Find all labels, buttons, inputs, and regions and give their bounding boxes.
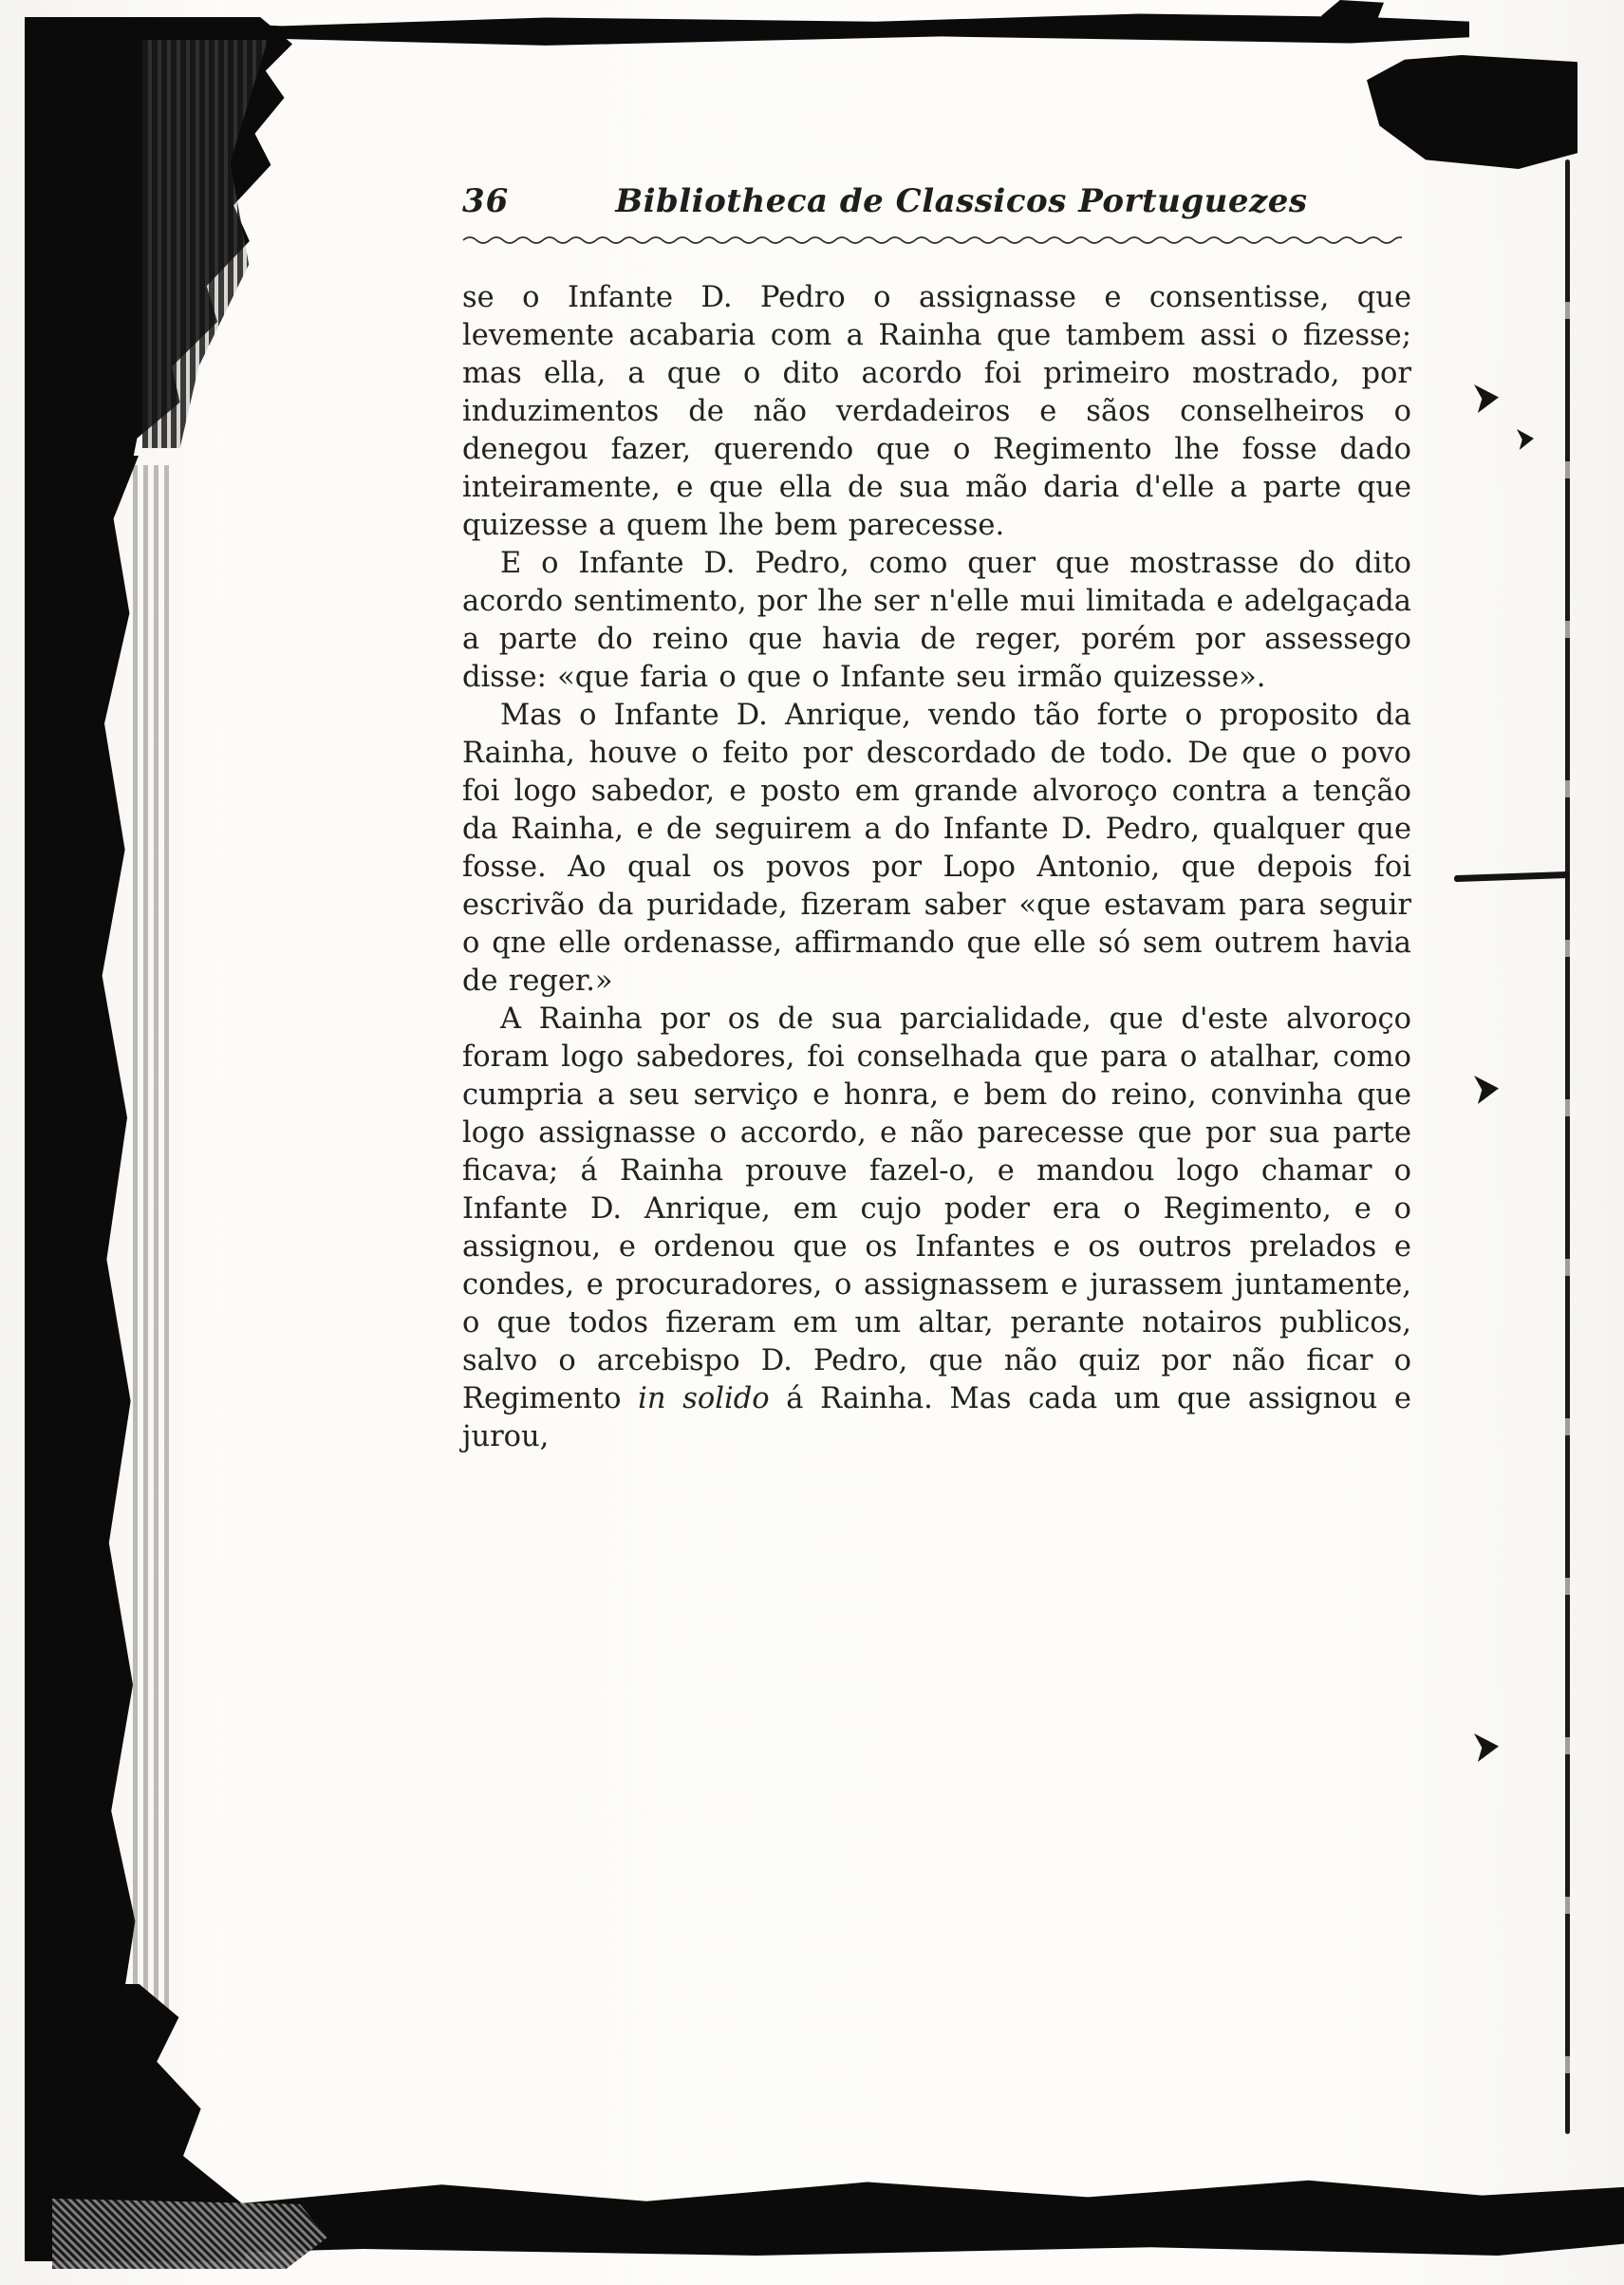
- running-title: Bibliotheca de Classicos Portuguezes: [615, 182, 1308, 220]
- paragraph: [462, 545, 1411, 697]
- paragraph-run: á Rainha. Mas cada um que assignou e jurou,: [462, 1382, 1411, 1453]
- scan-artifact-top-bar: [150, 12, 1469, 48]
- scan-artifact-left-band: [25, 456, 139, 2032]
- paragraph-run: A Rainha por os de sua parcialidade, que d'este alvoroço foram logo sabedores, foi conselhada que para o atalhar, como cumpria a seu serviço e honra, e bem do reino, convinha que logo assignasse o accordo, e não parecesse que por sua parte ficava; á Rainha prouve fazel-o, e mandou logo chamar o Infante D. Anrique, em cujo poder era o Regimento, e o assignou, e ordenou que os Infantes e os outros prelados e condes, e procuradores, o assignassem e jurassem juntamente, o que todos fizeram em um altar, perante notairos publicos, salvo o arcebispo D. Pedro, que não quiz por não ficar o Regimento: [462, 1002, 1411, 1415]
- wavy-rule: [462, 234, 1402, 245]
- paragraph: [462, 279, 1411, 545]
- paragraph: [462, 1001, 1411, 1456]
- wavy-rule-path: [463, 237, 1402, 243]
- scan-artifact-top-right-blob: [1367, 55, 1577, 169]
- page-header: [462, 182, 1404, 220]
- scan-mark-dash: [1454, 871, 1570, 882]
- paragraph-run: se o Infante D. Pedro o assignasse e consentisse, que levemente acabaria com a Rainha que tambem assi o fizesse; mas ella, a que o dito acordo foi primeiro mostrado, por induzimentos de não verdadeiros e sãos conselheiros o denegou fazer, querendo que o Regimento lhe fosse dado inteiramente, e que ella de sua mão daria d'elle a parte que quizesse a quem lhe bem parecesse.: [462, 281, 1411, 542]
- scan-mark-arrow: [1474, 384, 1499, 413]
- scan-mark-arrow: [1517, 429, 1534, 450]
- scan-mark-arrow: [1474, 1076, 1499, 1104]
- scan-artifact-right-margin-line: [1565, 159, 1570, 2134]
- paragraph: [462, 697, 1411, 1001]
- paragraph-run: E o Infante D. Pedro, como quer que mostrasse do dito acordo sentimento, por lhe ser n'elle mui limitada e adelgaçada a parte do reino que havia de reger, porém por assessego disse: «que faria o que o Infante seu irmão quizesse».: [462, 547, 1411, 694]
- scan-artifact-bottom-hatch: [52, 2199, 327, 2269]
- scan-artifact-gray-streaks-band: [133, 465, 173, 2013]
- paragraph-run-italic: in solido: [638, 1382, 770, 1415]
- paragraph-run: Mas o Infante D. Anrique, vendo tão forte o proposito da Rainha, houve o feito por descordado de todo. De que o povo foi logo sabedor, e posto em grande alvoroço contra a tenção da Rainha, e de seguirem a do Infante D. Pedro, qualquer que fosse. Ao qual os povos por Lopo Antonio, que depois foi escrivão da puridade, fizeram saber «que estavam para seguir o qne elle ordenasse, affirmando que elle só sem outrem havia de reger.»: [462, 699, 1411, 998]
- scan-mark-arrow: [1474, 1733, 1499, 1762]
- body-text: [462, 279, 1411, 1456]
- page-number: 36: [462, 182, 510, 220]
